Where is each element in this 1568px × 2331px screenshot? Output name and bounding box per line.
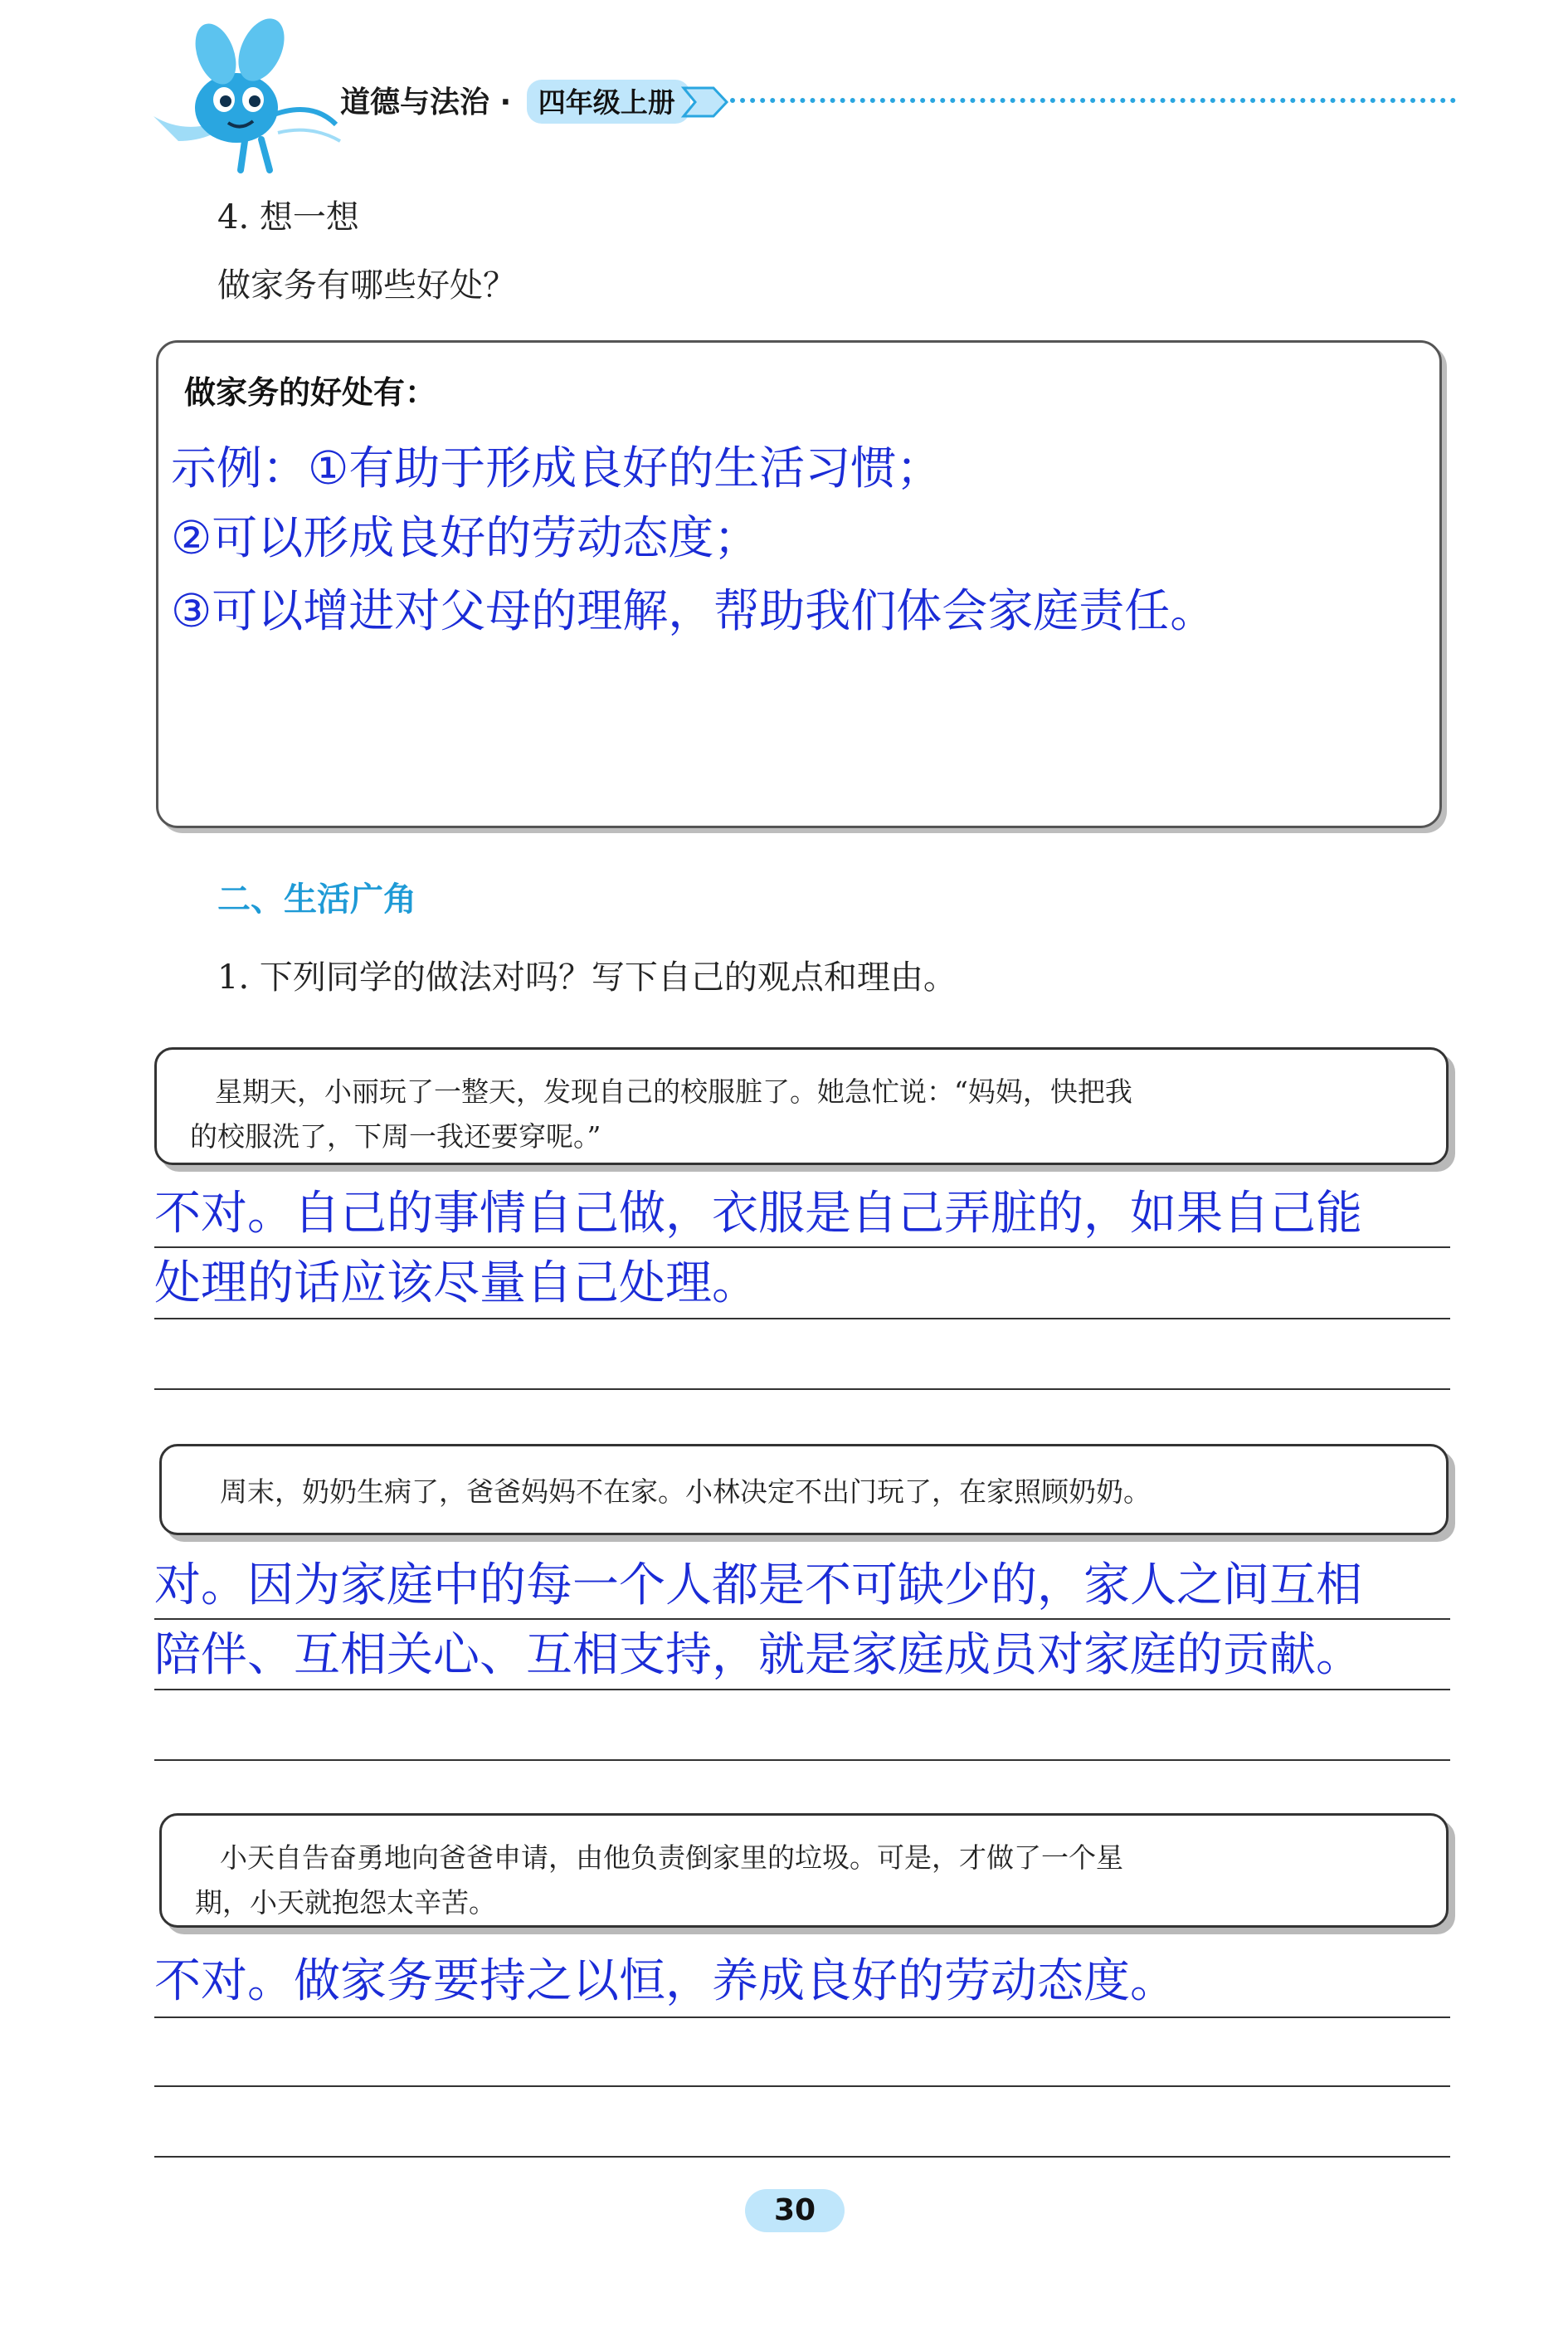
header-grade: 四年级上册 [527,80,690,124]
writing-line [154,1318,1450,1319]
scenario-3-line-2: 期，小天就抱怨太辛苦。 [195,1886,496,1919]
writing-line [154,1618,1450,1620]
scenario-2-line-1: 周末，奶奶生病了，爸爸妈妈不在家。小林决定不出门玩了，在家照顾奶奶。 [220,1475,1151,1508]
writing-line [154,2085,1450,2087]
scenario-box-1 [154,1047,1449,1165]
header-arrow-icon [680,83,730,121]
scenario-2-answer-line-2: 陪伴、互相关心、互相支持，就是家庭成员对家庭的贡献。 [154,1628,1362,1682]
scenario-3-answer-line-1: 不对。做家务要持之以恒，养成良好的劳动态度。 [154,1954,1176,2008]
writing-line [154,1759,1450,1761]
question-1-text: 1. 下列同学的做法对吗？写下自己的观点和理由。 [217,958,957,997]
answer-line-1: 示例：①有助于形成良好的生活习惯； [171,441,942,495]
scenario-box-2 [159,1444,1449,1535]
writing-line [154,1246,1450,1248]
question-4-prompt: 做家务有哪些好处？ [217,266,516,305]
header-title [340,79,690,124]
section-title: 二、生活广角 [217,880,416,919]
scenario-1-answer-line-2: 处理的话应该尽量自己处理。 [154,1256,758,1310]
scenario-2-answer-line-1: 对。因为家庭中的每一个人都是不可缺少的，家人之间互相 [154,1558,1362,1612]
answer-line-2: ②可以形成良好的劳动态度； [171,511,760,564]
writing-line [154,2156,1450,2158]
scenario-box-3 [159,1813,1449,1928]
header-subject: 道德与法治 · [340,85,512,119]
writing-line [154,2016,1450,2018]
answer-box-label: 做家务的好处有： [184,374,437,411]
question-4-title: 4. 想一想 [217,198,359,237]
scenario-3-line-1: 小天自告奋勇地向爸爸申请，由他负责倒家里的垃圾。可是，才做了一个星 [220,1841,1123,1874]
scenario-1-line-1: 星期天，小丽玩了一整天，发现自己的校服脏了。她急忙说：“妈妈，快把我 [215,1075,1132,1108]
mascot-logo [145,17,344,174]
scenario-1-line-2: 的校服洗了，下周一我还要穿呢。” [190,1120,601,1153]
header-dotted-line [730,98,1456,103]
scenario-1-answer-line-1: 不对。自己的事情自己做，衣服是自己弄脏的，如果自己能 [154,1187,1362,1241]
writing-line [154,1388,1450,1390]
answer-line-3: ③可以增进对父母的理解，帮助我们体会家庭责任。 [171,584,1216,637]
page-number: 30 [745,2189,845,2232]
writing-line [154,1689,1450,1690]
